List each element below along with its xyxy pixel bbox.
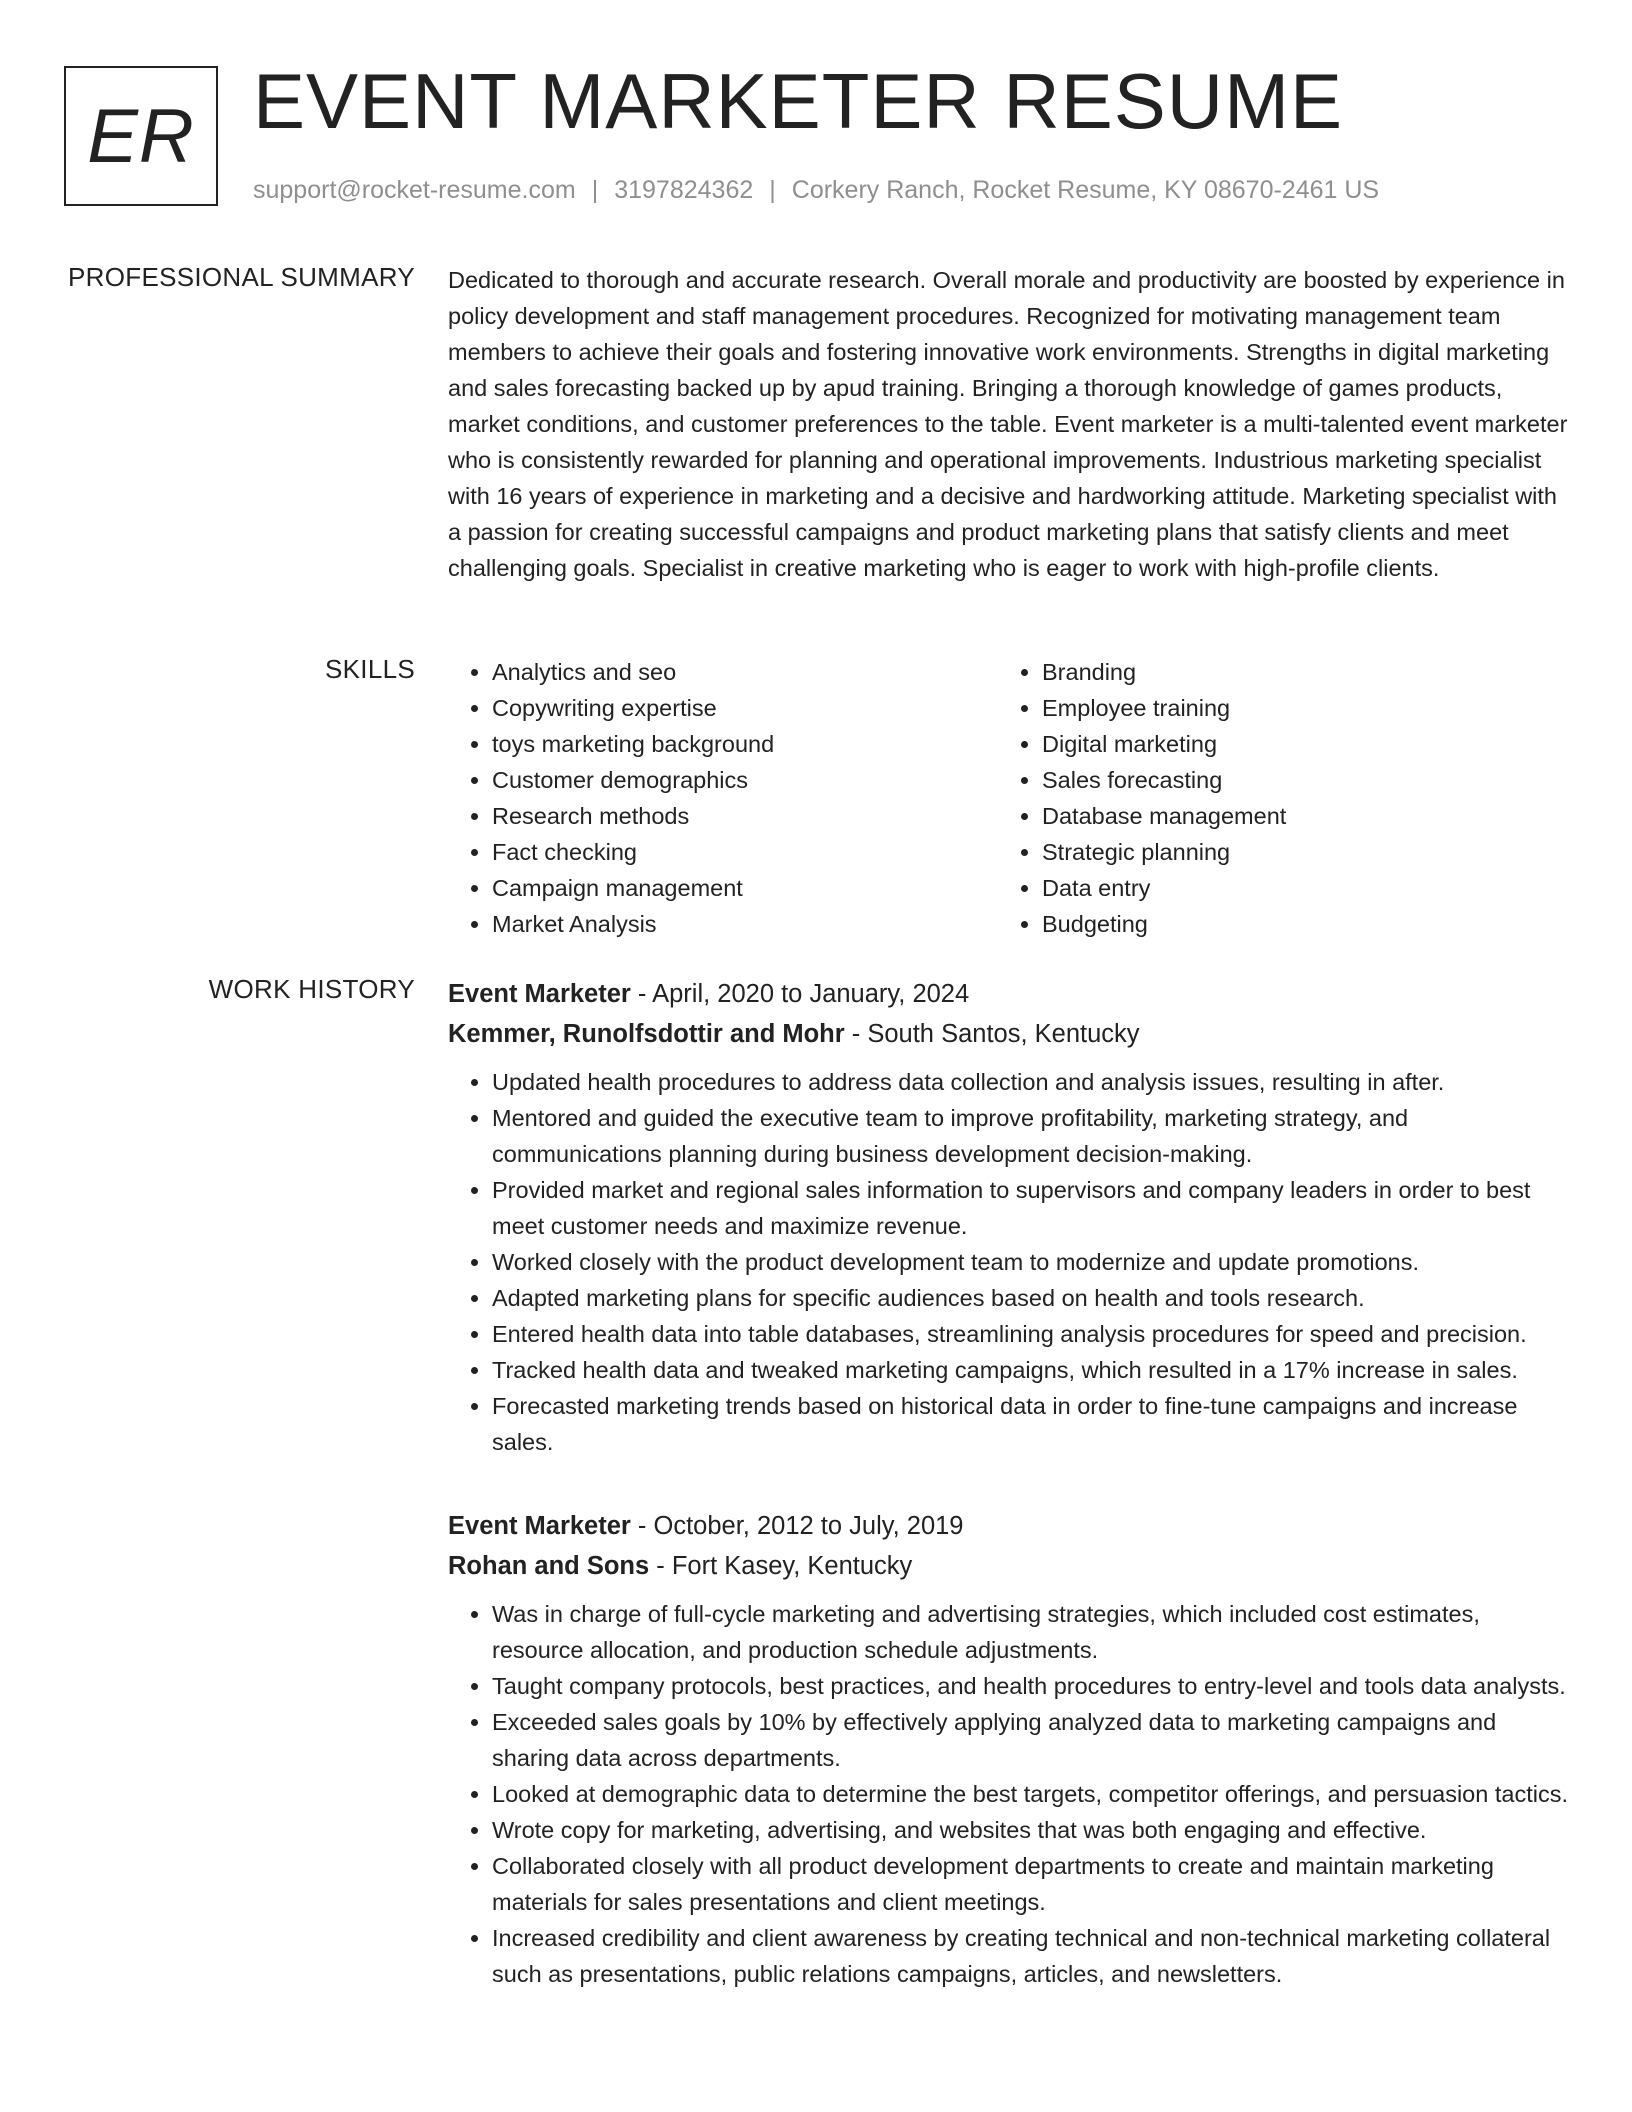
company-line: [448, 1546, 1572, 1586]
list-item: • Budgeting: [1042, 906, 1548, 942]
company-name: Kemmer, Runolfsdottir and Mohr: [448, 1020, 845, 1048]
job-title-line: [448, 974, 1572, 1014]
list-item: • Database management: [1042, 798, 1548, 834]
section-body: [448, 262, 1572, 586]
list-item: • Wrote copy for marketing, advertising, and websites that was both engaging and effective.: [492, 1812, 1572, 1848]
list-item: • Mentored and guided the executive team to improve profitability, marketing strategy, and communications planning during business development decision-making.: [492, 1100, 1572, 1172]
company-location: - South Santos, Kentucky: [844, 1020, 1140, 1048]
list-item: • Strategic planning: [1042, 834, 1548, 870]
job-dates: - April, 2020 to January, 2024: [630, 980, 970, 1008]
contact-line: [253, 176, 1379, 205]
monogram-logo: ER: [64, 66, 218, 206]
list-item: • Research methods: [492, 798, 998, 834]
list-item: • Provided market and regional sales information to supervisors and company leaders in order to best meet customer needs and maximize revenue.: [492, 1172, 1572, 1244]
job-title: Event Marketer: [448, 980, 631, 1008]
list-item: • Digital marketing: [1042, 726, 1548, 762]
resume-title: EVENT MARKETER RESUME: [253, 57, 1344, 145]
contact-separator: |: [769, 176, 776, 204]
job-title-line: [448, 1506, 1572, 1546]
work-history-body: [448, 974, 1572, 2038]
job-entry: [448, 974, 1572, 1460]
list-item: • Fact checking: [492, 834, 998, 870]
list-item: • Data entry: [1042, 870, 1548, 906]
list-item: • Updated health procedures to address data collection and analysis issues, resulting in after.: [492, 1064, 1572, 1100]
section-label: PROFESSIONAL SUMMARY: [68, 262, 415, 292]
list-item: • Increased credibility and client awareness by creating technical and non-technical marketing collateral such as presentations, public relations campaigns, articles, and newsletters.: [492, 1920, 1572, 1992]
list-item: • Exceeded sales goals by 10% by effectively applying analyzed data to marketing campaigns and sharing data across departments.: [492, 1704, 1572, 1776]
company-name: Rohan and Sons: [448, 1552, 650, 1580]
skills-list-left: [448, 654, 998, 942]
list-item: • Adapted marketing plans for specific audiences based on health and tools research.: [492, 1280, 1572, 1316]
list-item: • Market Analysis: [492, 906, 998, 942]
list-item: • Employee training: [1042, 690, 1548, 726]
summary-text: Dedicated to thorough and accurate research. Overall morale and productivity are boosted by experience in policy development and staff management procedures. Recognized for motivating management team members to achieve their goals and fostering innovative work environments. Strengths in digital marketing and sales forecasting backed up by apud training. Bringing a thorough knowledge of games products, market conditions, and customer preferences to the table. Event marketer is a multi-talented event marketer who is consistently rewarded for planning and operational improvements. Industrious marketing specialist with 16 years of experience in marketing and a decisive and hardworking attitude. Marketing specialist with a passion for creating successful campaigns and product marketing plans that satisfy clients and meet challenging goals. Specialist in creative marketing who is eager to work with high-profile clients.: [448, 267, 1568, 581]
section-label: WORK HISTORY: [208, 974, 415, 1004]
list-item: • Sales forecasting: [1042, 762, 1548, 798]
job-bullets: [448, 1064, 1572, 1460]
contact-address: Corkery Ranch, Rocket Resume, KY 08670-2461 US: [791, 176, 1380, 204]
section-label: SKILLS: [325, 654, 415, 684]
list-item: • Customer demographics: [492, 762, 998, 798]
job-title: Event Marketer: [448, 1512, 631, 1540]
list-item: • Analytics and seo: [492, 654, 998, 690]
job-bullets: [448, 1596, 1572, 1992]
list-item: • Tracked health data and tweaked marketing campaigns, which resulted in a 17% increase in sales.: [492, 1352, 1572, 1388]
skills-columns: [448, 654, 1572, 942]
list-item: • Was in charge of full-cycle marketing and advertising strategies, which included cost estimates, resource allocation, and production schedule adjustments.: [492, 1596, 1572, 1668]
list-item: • Copywriting expertise: [492, 690, 998, 726]
job-dates: - October, 2012 to July, 2019: [630, 1512, 964, 1540]
skills-list-right: [998, 654, 1548, 942]
list-item: • toys marketing background: [492, 726, 998, 762]
company-location: - Fort Kasey, Kentucky: [649, 1552, 913, 1580]
list-item: • Worked closely with the product development team to modernize and update promotions.: [492, 1244, 1572, 1280]
contact-separator: |: [591, 176, 599, 204]
job-entry: [448, 1506, 1572, 1992]
list-item: • Branding: [1042, 654, 1548, 690]
contact-phone[interactable]: 3197824362: [614, 176, 754, 204]
contact-email[interactable]: support@rocket-resume.com: [253, 176, 576, 204]
list-item: • Campaign management: [492, 870, 998, 906]
list-item: • Looked at demographic data to determine the best targets, competitor offerings, and persuasion tactics.: [492, 1776, 1572, 1812]
list-item: • Forecasted marketing trends based on historical data in order to fine-tune campaigns and increase sales.: [492, 1388, 1572, 1460]
list-item: • Entered health data into table databases, streamlining analysis procedures for speed and precision.: [492, 1316, 1572, 1352]
list-item: • Taught company protocols, best practices, and health procedures to entry-level and tools data analysts.: [492, 1668, 1572, 1704]
company-line: [448, 1014, 1572, 1054]
list-item: • Collaborated closely with all product development departments to create and maintain marketing materials for sales presentations and client meetings.: [492, 1848, 1572, 1920]
